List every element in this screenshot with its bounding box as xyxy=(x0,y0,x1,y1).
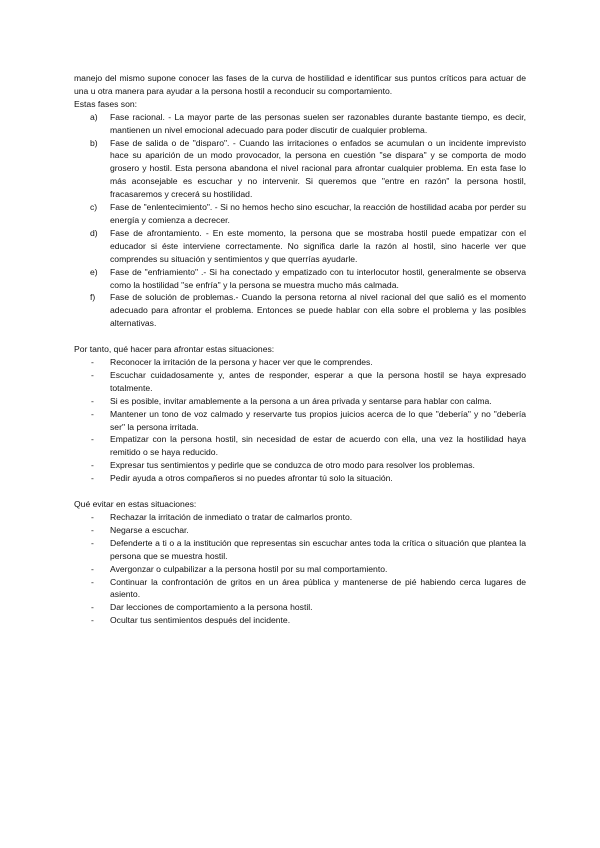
list-item xyxy=(74,537,526,563)
list-marker: - xyxy=(91,602,94,613)
list-item-text: Empatizar con la persona hostil, sin necesidad de estar de acuerdo con ella, una vez la hostilidad haya remitido o se haya reducido. xyxy=(110,434,526,458)
list-item-text: Dar lecciones de comportamiento a la persona hostil. xyxy=(110,602,313,613)
list-marker: - xyxy=(91,473,94,484)
list-item xyxy=(74,433,526,459)
list-marker: - xyxy=(91,408,94,419)
list-item-text: Defenderte a ti o a la institución que representas sin escuchar antes toda la crítica o situación que plantea la persona que se muestra hostil. xyxy=(110,537,526,561)
list-item-text: Negarse a escuchar. xyxy=(110,524,189,535)
list-item xyxy=(74,201,526,227)
list-item xyxy=(74,369,526,395)
list-item-text: Reconocer la irritación de la persona y hacer ver que le comprendes. xyxy=(110,357,373,368)
list-marker: e) xyxy=(90,266,98,277)
list-item-text: Si es posible, invitar amablemente a la persona a un área privada y sentarse para hablar con calma. xyxy=(110,395,492,406)
list-item-text: Fase de salida o de "disparo". - Cuando las irritaciones o enfados se acumulan o un incidente imprevisto hace su aparición de un modo provocador, la persona en cuestión "se dispara" y se comporta de modo grosero y hostil. Esta persona abandona el nivel racional para afrontar cualquier problema. En esta fase lo más aconsejable es escuchar y no intervenir. Si queremos que "entre en razón" la persona hostil, fracasaremos y crecerá su hostilidad. xyxy=(110,137,526,200)
list-item-text: Fase de solución de problemas.- Cuando la persona retorna al nivel racional del que salió es el momento adecuado para afrontar el problema. Entonces se puede hablar con ella sobre el problema y las posibles alternativas. xyxy=(110,292,526,329)
list-marker: - xyxy=(91,524,94,535)
list-item xyxy=(74,524,526,537)
list-item xyxy=(74,291,526,330)
list-marker: - xyxy=(91,512,94,522)
list-item-text: Escuchar cuidadosamente y, antes de responder, esperar a que la persona hostil se haya expresado totalmente. xyxy=(110,369,526,393)
list-marker: - xyxy=(91,563,94,574)
list-item xyxy=(74,408,526,434)
list-marker: - xyxy=(91,460,94,471)
intro-paragraph: manejo del mismo supone conocer las fases de la curva de hostilidad e identificar sus puntos críticos para actuar de una u otra manera para ayudar a la persona hostil a reconducir su comportamiento. xyxy=(74,73,526,96)
list-marker: d) xyxy=(90,227,98,238)
list-marker: f) xyxy=(90,292,96,303)
list-item-text: Fase de "enfriamiento" .- Si ha conectado y empatizado con tu interlocutor hostil, generalmente se observa como la hostilidad "se enfría" y la persona se muestra mucho más calmada. xyxy=(110,266,526,290)
list-item xyxy=(74,511,526,524)
list-item-text: Pedir ayuda a otros compañeros si no puedes afrontar tú solo la situación. xyxy=(110,473,393,484)
list-item-text: Fase de "enlentecimiento". - Si no hemos hecho sino escuchar, la reacción de hostilidad acaba por perder su energía y comienza a decrecer. xyxy=(110,202,526,225)
list-item xyxy=(74,227,526,266)
list-marker: - xyxy=(91,395,94,406)
phases-intro: Estas fases son: xyxy=(74,98,138,109)
list-item-text: Fase racional. - La mayor parte de las personas suelen ser razonables durante bastante tiempo, es decir, mantienen un nivel emocional adecuado para poder discutir de cualquier problema. xyxy=(110,111,526,135)
list-item-text: Fase de afrontamiento. - En este momento, la persona que se mostraba hostil puede empatizar con el educador si éste interviene correctamente. No significa darle la razón al hostil, sino hacerle ver que comprendes su situación y sentimientos y que querrías ayudarle. xyxy=(110,227,526,264)
list-item-text: Rechazar la irritación de inmediato o tratar de calmarlos pronto. xyxy=(110,512,353,522)
list-item xyxy=(74,137,526,202)
list-marker: - xyxy=(91,357,94,368)
list-item xyxy=(74,459,526,472)
list-item-text: Ocultar tus sentimientos después del incidente. xyxy=(110,615,291,626)
list-item xyxy=(74,111,526,137)
list-marker: - xyxy=(91,369,94,380)
phases-list xyxy=(74,111,526,330)
list-item-text: Expresar tus sentimientos y pedirle que se conduzca de otro modo para resolver los problemas. xyxy=(110,460,475,471)
list-marker: - xyxy=(91,434,94,445)
list-item xyxy=(74,395,526,408)
list-item xyxy=(74,472,526,485)
list-item-text: Mantener un tono de voz calmado y reservarte tus propios juicios acerca de lo que "debería" y no "debería ser" la persona irritada. xyxy=(110,408,526,432)
document-page xyxy=(74,72,526,627)
list-item-text: Continuar la confrontación de gritos en un área pública y mantenerse de pié habiendo cerca lugares de asiento. xyxy=(110,576,526,600)
list-marker: b) xyxy=(90,137,98,148)
list-marker: - xyxy=(91,615,94,626)
list-item xyxy=(74,563,526,576)
list-item xyxy=(74,576,526,602)
list-marker: c) xyxy=(90,202,98,213)
do-list xyxy=(74,356,526,485)
list-item xyxy=(74,601,526,614)
list-item xyxy=(74,614,526,627)
avoid-list xyxy=(74,511,526,627)
do-section-heading: Por tanto, qué hacer para afrontar estas situaciones: xyxy=(74,344,275,355)
list-marker: a) xyxy=(90,111,98,122)
list-marker: - xyxy=(91,576,94,587)
list-item xyxy=(74,356,526,369)
list-marker: - xyxy=(91,537,94,548)
list-item xyxy=(74,266,526,292)
list-item-text: Avergonzar o culpabilizar a la persona hostil por su mal comportamiento. xyxy=(110,563,388,574)
avoid-section-heading: Qué evitar en estas situaciones: xyxy=(74,499,197,510)
